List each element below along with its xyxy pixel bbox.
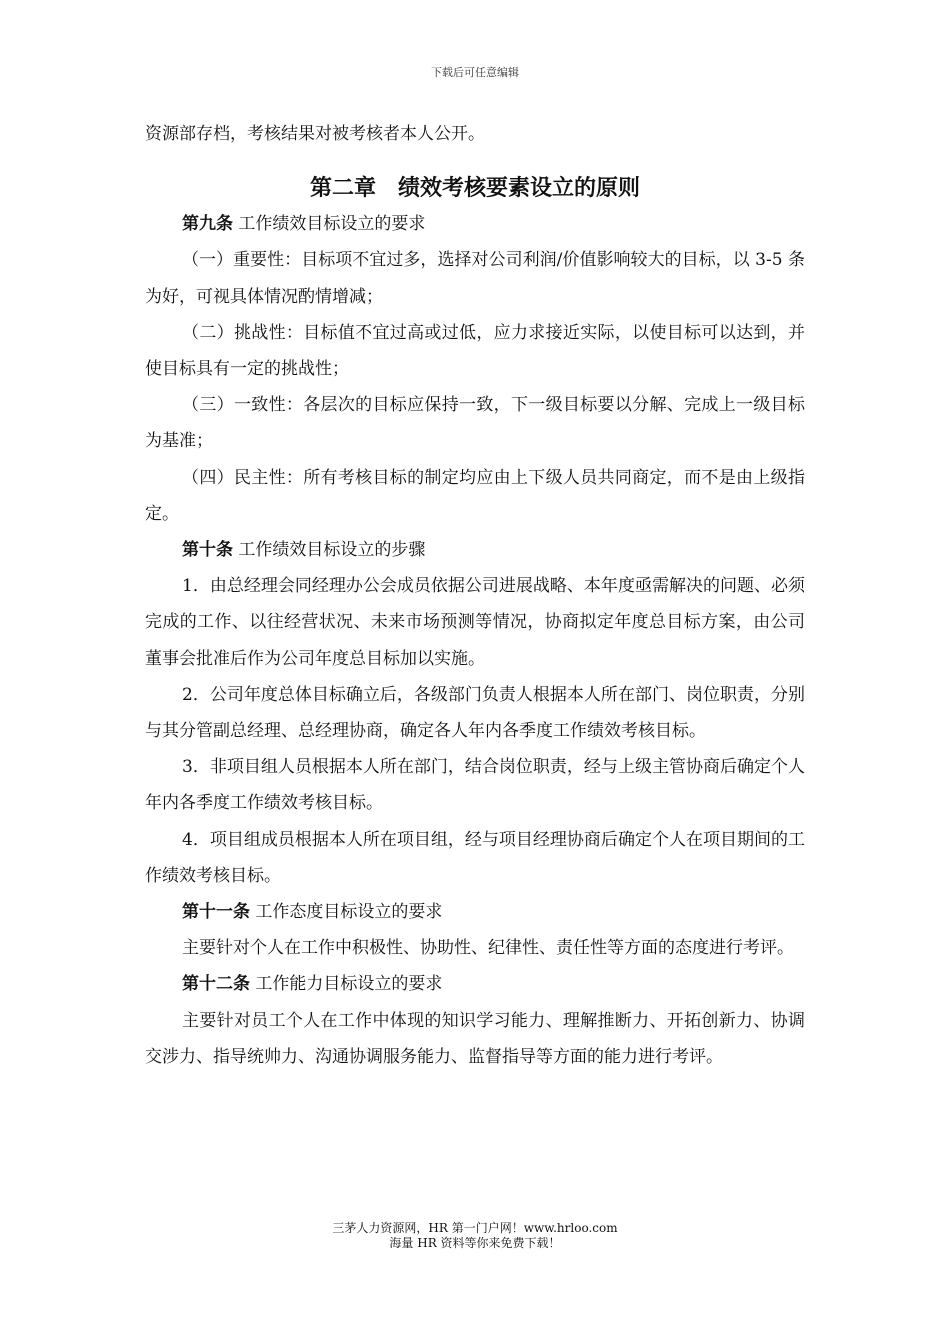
paragraph: 主要针对员工个人在工作中体现的知识学习能力、理解推断力、开拓创新力、协调交涉力、指导统帅力、沟通协调服务能力、监督指导等方面的能力进行考评。 [145,1010,805,1067]
page-footer [0,1221,950,1251]
paragraph: 主要针对个人在工作中积极性、协助性、纪律性、责任性等方面的态度进行考评。 [182,938,794,959]
article-number: 第九条 [182,214,233,235]
article-number: 第十条 [182,540,233,561]
article-number: 第十一条 [182,902,250,923]
article-9 [145,206,805,532]
article-heading [145,206,805,242]
article-subtitle: 工作能力目标设立的要求 [255,974,443,995]
paragraph: 3．非项目组人员根据本人所在部门，结合岗位职责，经与上级主管协商后确定个人年内各季度工作绩效考核目标。 [145,757,805,814]
footer-line-1: 三茅人力资源网，HR 第一门户网！www.hrloo.com [332,1221,618,1235]
article-11 [145,894,805,966]
footer-line-2: 海量 HR 资料等你来免费下载！ [389,1236,561,1250]
article-subtitle: 工作态度目标设立的要求 [255,902,443,923]
paragraph: （三）一致性：各层次的目标应保持一致，下一级目标要以分解、完成上一级目标为基准； [145,395,805,452]
article-heading [145,966,805,1002]
article-subtitle: 工作绩效目标设立的要求 [238,214,426,235]
paragraph: 2．公司年度总体目标确立后，各级部门负责人根据本人所在部门、岗位职责，分别与其分管副总经理、总经理协商，确定各人年内各季度工作绩效考核目标。 [145,684,805,742]
chapter-title: 第二章 绩效考核要素设立的原则 [309,175,640,202]
article-number: 第十二条 [182,974,250,995]
article-10 [145,532,805,894]
intro-line: 资源部存档，考核结果对被考核者本人公开。 [145,124,485,144]
paragraph: 4．项目组成员根据本人所在项目组，经与项目经理协商后确定个人在项目期间的工作绩效考核目标。 [145,829,805,886]
document-body [145,116,805,1075]
paragraph: 1．由总经理会同经理办公会成员依据公司进展战略、本年度亟需解决的问题、必须完成的工作、以往经营状况、未来市场预测等情况，协商拟定年度总目标方案，由公司董事会批准后作为公司年度总目标加以实施。 [145,576,805,669]
article-subtitle: 工作绩效目标设立的步骤 [238,540,426,561]
paragraph: （一）重要性：目标项不宜过多，选择对公司利润/价值影响较大的目标，以 3-5 条为好，可视具体情况酌情增减； [145,250,805,307]
paragraph: （四）民主性：所有考核目标的制定均应由上下级人员共同商定，而不是由上级指定。 [145,467,805,524]
article-12 [145,966,805,1075]
page-header: 下载后可任意编辑 [431,66,519,79]
article-heading [145,532,805,568]
paragraph: （二）挑战性：目标值不宜过高或过低，应力求接近实际，以使目标可以达到，并使目标具有一定的挑战性； [145,322,805,380]
article-heading [145,894,805,930]
